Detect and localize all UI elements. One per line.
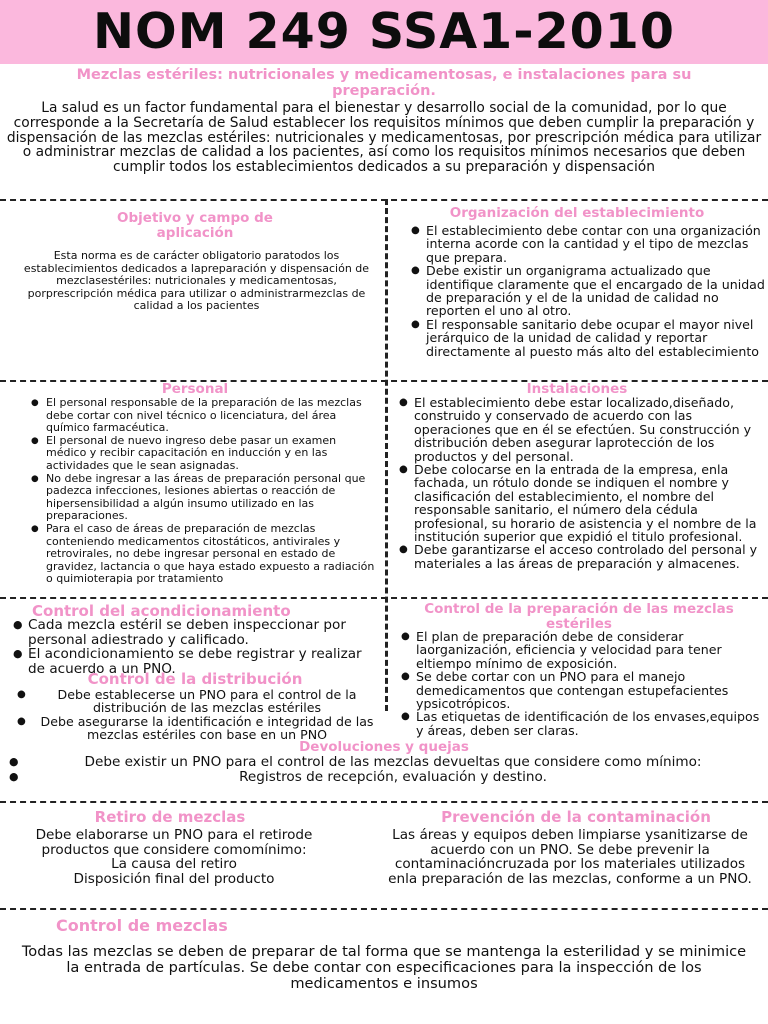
retiro-line: Disposición final del producto bbox=[73, 870, 275, 887]
list-item: ● El establecimiento debe estar localizado,diseñado, construido y conservado de acuerdo con las operaciones que en él se efectúen. Su construcción y distribución deben asegurar laprotección de los productos y del personal. bbox=[396, 396, 766, 463]
objetivo-title: Objetivo y campo de aplicación bbox=[117, 210, 273, 241]
list-item: ● Para el caso de áreas de preparación de mezclas conteniendo medicamentos citostáticos, antivirales y retrovirales, no debe ingresar personal en estado de gravidez, lactancia o que haya estado expuesto a radiación o quimioterapia por tratamiento bbox=[28, 523, 378, 586]
divider-line bbox=[0, 801, 768, 803]
distribucion-title: Control de la distribución bbox=[87, 670, 303, 688]
devoluciones-list bbox=[6, 755, 762, 784]
intro-paragraph: La salud es un factor fundamental para el bienestar y desarrollo social de la comunidad, por lo que corresponde a la Secretaría de Salud establecer los requisitos mínimos que deben cumplir la preparación y dispensación de las mezclas estériles: nutricionales y medicamentosas, por prescripción médica para utilizar o administrar mezclas de calidad a los pacientes, así como los requisitos mínimos necesarios que deben cumplir todos los establecimientos dedicados a su preparación y dispensación bbox=[6, 100, 762, 176]
retiro-title: Retiro de mezclas bbox=[94, 808, 246, 826]
list-item: ● Debe establecerse un PNO para el control de la distribución de las mezclas estériles bbox=[14, 688, 382, 715]
personal-title: Personal bbox=[161, 381, 229, 397]
control-mezclas-title: Control de mezclas bbox=[56, 916, 228, 935]
instalaciones-title: Instalaciones bbox=[526, 381, 628, 397]
acondicionamiento-list bbox=[10, 618, 382, 676]
list-item: ● Debe asegurarse la identificación e integridad de las mezclas estériles con base en un PNO bbox=[14, 715, 382, 742]
preparacion-list bbox=[398, 630, 764, 737]
distribucion-list bbox=[14, 688, 382, 742]
page-subtitle: Mezclas estériles: nutricionales y medicamentosas, e instalaciones para su preparación. bbox=[76, 67, 692, 99]
list-item: ● El acondicionamiento se debe registrar y realizar de acuerdo a un PNO. bbox=[10, 647, 382, 676]
title-banner bbox=[0, 0, 768, 64]
list-item: ● Registros de recepción, evaluación y destino. bbox=[6, 770, 762, 785]
page-title: NOM 249 SSA1-2010 bbox=[93, 3, 675, 60]
devoluciones-title: Devoluciones y quejas bbox=[299, 739, 469, 755]
list-item: ● Debe colocarse en la entrada de la empresa, enla fachada, un rótulo donde se indiquen el nombre y clasificación del establecimiento, el nombre del responsable sanitario, el número dela cédula profesional, su horario de asistencia y el nombre de la institución superior que expidió el titulo profesional. bbox=[396, 463, 766, 543]
divider-line bbox=[0, 908, 768, 910]
list-item: ● Debe existir un PNO para el control de las mezclas devueltas que considere como mínimo: bbox=[6, 755, 762, 770]
acondicionamiento-title: Control del acondicionamiento bbox=[32, 602, 291, 620]
control-mezclas-body: Todas las mezclas se deben de preparar de tal forma que se mantenga la esterilidad y se minimice la entrada de partículas. Se debe contar con especificaciones para la inspección de los medicamentos e insumos bbox=[21, 943, 747, 992]
organizacion-title: Organización del establecimiento bbox=[449, 205, 705, 221]
list-item: ● Debe garantizarse el acceso controlado del personal y materiales a las áreas de preparación y almacenes. bbox=[396, 543, 766, 570]
retiro-body bbox=[4, 828, 344, 886]
list-item: ● El plan de preparación debe de considerar laorganización, eficiencia y velocidad para tener eltiempo mínimo de exposición. bbox=[398, 630, 764, 670]
preparacion-title: Control de la preparación de las mezclas estériles bbox=[424, 601, 734, 632]
list-item: ● No debe ingresar a las áreas de preparación personal que padezca infecciones, lesiones abiertas o reacción de hipersensibilidad a algún insumo utilizado en las preparaciones. bbox=[28, 473, 378, 523]
list-item: ● Debe existir un organigrama actualizado que identifique claramente que el encargado de la unidad de preparación y el de la unidad de calidad no reporten el uno al otro. bbox=[408, 264, 766, 318]
list-item: ● El personal responsable de la preparación de las mezclas debe cortar con nivel técnico o licenciatura, del área químico farmacéutica. bbox=[28, 397, 378, 435]
list-item: ● Las etiquetas de identificación de los envases,equipos y áreas, deben ser claras. bbox=[398, 710, 764, 737]
organizacion-list bbox=[408, 224, 766, 358]
list-item: ● Se debe cortar con un PNO para el manejo demedicamentos que contengan estupefacientes ypsicotrópicos. bbox=[398, 670, 764, 710]
divider-line bbox=[0, 597, 768, 599]
prevencion-body: Las áreas y equipos deben limpiarse ysanitizarse de acuerdo con un PNO. Se debe prevenir la contaminacióncruzada por los materiales utilizados enla preparación de las mezclas, conforme a un PNO. bbox=[388, 827, 752, 887]
retiro-line: Debe elaborarse un PNO para el retirode productos que considere comomínimo: bbox=[35, 827, 313, 858]
list-item: ● El personal de nuevo ingreso debe pasar un examen médico y recibir capacitación en inducción y en las actividades que le sean asignadas. bbox=[28, 435, 378, 473]
list-item: ● El establecimiento debe contar con una organización interna acorde con la cantidad y el tipo de mezclas que prepara. bbox=[408, 224, 766, 264]
list-item: ● El responsable sanitario debe ocupar el mayor nivel jerárquico de la unidad de calidad y reportar directamente al puesto más alto del establecimiento bbox=[408, 318, 766, 358]
divider-line bbox=[0, 199, 768, 201]
retiro-line: La causa del retiro bbox=[111, 856, 237, 873]
list-item: ● Cada mezcla estéril se deben inspeccionar por personal adiestrado y calificado. bbox=[10, 618, 382, 647]
objetivo-body: Esta norma es de carácter obligatorio paratodos los establecimientos dedicados a lapreparación y dispensación de mezclasestériles: nutricionales y medicamentosas, porprescripción médica para utilizar o administrarmezclas de calidad a los pacientes bbox=[23, 249, 370, 313]
instalaciones-list bbox=[396, 396, 766, 570]
column-divider bbox=[385, 199, 388, 711]
personal-list bbox=[28, 397, 378, 586]
prevencion-title: Prevención de la contaminación bbox=[441, 808, 711, 826]
